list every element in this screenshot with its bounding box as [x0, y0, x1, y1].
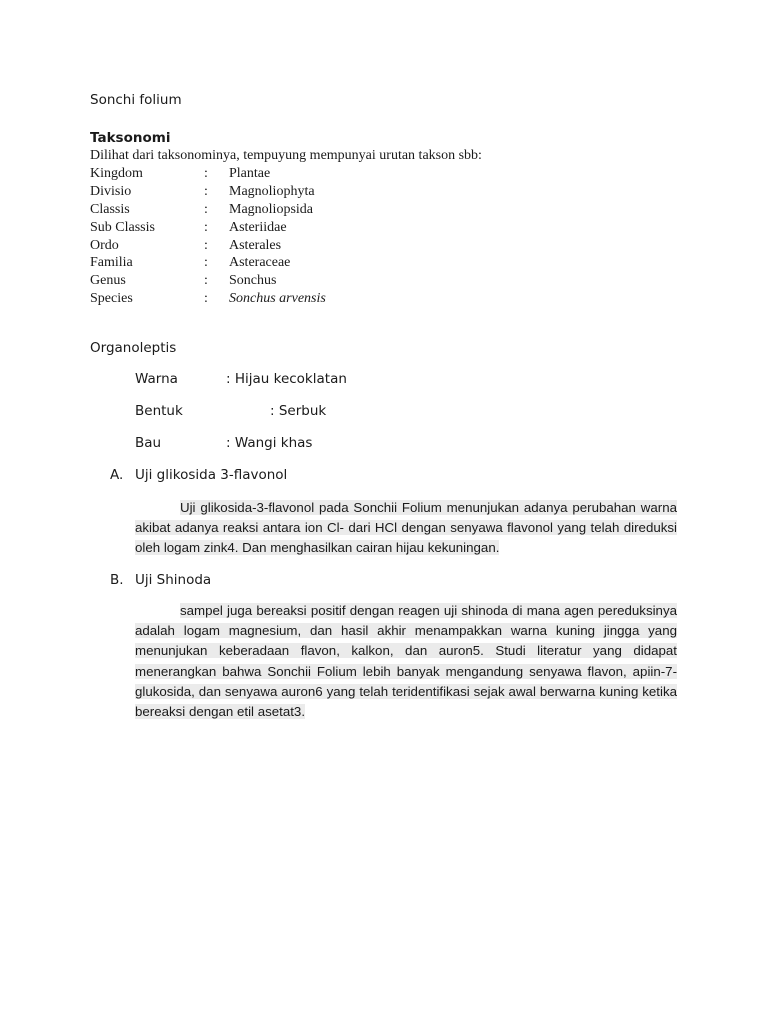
taxonomy-key: Classis: [90, 201, 130, 217]
taxonomy-value: Magnoliopsida: [229, 201, 313, 217]
taxonomy-value: Asteraceae: [229, 255, 291, 271]
organoleptis-value: : Serbuk: [270, 403, 327, 419]
taxonomy-separator: :: [204, 273, 208, 289]
section-title: Uji glikosida 3-flavonol: [135, 467, 288, 483]
taxonomy-value: Sonchus arvensis: [229, 291, 326, 307]
taxonomy-separator: :: [204, 291, 208, 307]
organoleptis-value: : Hijau kecoklatan: [226, 371, 347, 387]
taxonomy-intro: Dilihat dari taksonominya, tempuyung mempunyai urutan takson sbb:: [90, 148, 482, 163]
section-title: Uji Shinoda: [135, 572, 212, 588]
taxonomy-value: Magnoliophyta: [229, 183, 315, 199]
taxonomy-value: Asteriidae: [229, 219, 287, 235]
taxonomy-key: Genus: [90, 273, 126, 289]
taxonomy-value: Asterales: [229, 237, 282, 253]
list-marker: A.: [110, 467, 124, 483]
organoleptis-label: Bau: [135, 435, 162, 451]
paragraph-text: sampel juga bereaksi positif dengan reagen uji shinoda di mana agen pereduksinya adalah logam magnesium, dan hasil akhir menampakkan warna kuning jingga yang menunjukan keberadaan flavon, kalkon, dan auron5. Studi literatur yang didapat menerangkan bahwa Sonchii Folium lebih banyak mengandung senyawa flavon, apiin-7-glukosida, dan senyawa auron6 yang telah teridentifikasi sejak awal berwarna kuning ketika bereaksi dengan etil asetat3.: [135, 603, 677, 720]
section-paragraph-a: [135, 498, 677, 559]
taxonomy-separator: :: [204, 166, 208, 181]
taxonomy-heading: Taksonomi: [90, 130, 171, 146]
organoleptis-label: Bentuk: [135, 403, 183, 419]
taxonomy-key: Familia: [90, 255, 133, 271]
taxonomy-separator: :: [204, 255, 208, 271]
taxonomy-key: Divisio: [90, 183, 132, 199]
organoleptis-heading: Organoleptis: [90, 340, 177, 356]
taxonomy-value: Sonchus: [229, 273, 277, 289]
taxonomy-separator: :: [204, 201, 208, 217]
taxonomy-key: Sub Classis: [90, 219, 155, 235]
section-paragraph-b: [135, 601, 677, 722]
taxonomy-key: Ordo: [90, 237, 119, 253]
taxonomy-key: Kingdom: [90, 166, 143, 181]
taxonomy-separator: :: [204, 183, 208, 199]
section-heading-b: [110, 572, 211, 588]
organoleptis-label: Warna: [135, 371, 178, 387]
taxonomy-separator: :: [204, 219, 208, 235]
taxonomy-separator: :: [204, 237, 208, 253]
section-heading-a: [110, 467, 287, 483]
taxonomy-value: Plantae: [229, 166, 271, 181]
document-title: Sonchi folium: [90, 92, 182, 108]
taxonomy-key: Species: [90, 291, 133, 307]
organoleptis-value: : Wangi khas: [226, 435, 313, 451]
list-marker: B.: [110, 572, 124, 588]
paragraph-text: Uji glikosida-3-flavonol pada Sonchii Folium menunjukan adanya perubahan warna akibat adanya reaksi antara ion Cl- dari HCl dengan senyawa flavonol yang telah direduksi oleh logam zink4. Dan menghasilkan cairan hijau kekuningan.: [135, 500, 677, 556]
